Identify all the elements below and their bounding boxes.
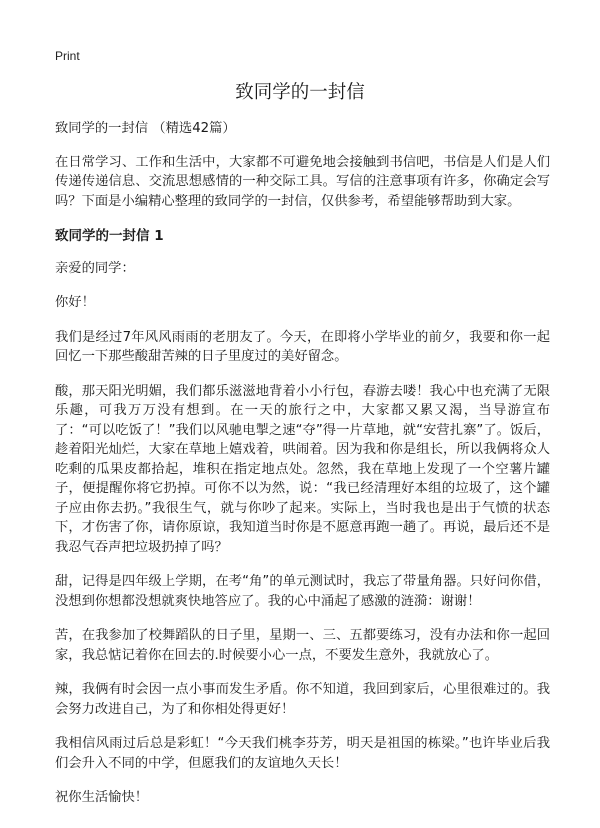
intro-paragraph: 在日常学习、工作和生活中，大家都不可避免地会接触到书信吧，书信是人们是人们传递传递信息、交流思想感情的一种交际工具。写信的注意事项有许多，你确定会写吗？下面是小编精心整理的致同学的一封信，仅供参考，希望能够帮助到大家。 [55, 154, 550, 209]
section-heading: 致同学的一封信 1 [55, 228, 164, 244]
closing-wish: 祝你生活愉快！ [55, 790, 149, 805]
body-paragraph: 苦，在我参加了校舞蹈队的日子里，星期一、三、五都要练习，没有办法和你一起回家，我总惦记着你在回去的.时候要小心一点，不要发生意外，我就放心了。 [55, 628, 550, 663]
print-link[interactable]: Print [55, 49, 80, 63]
article-body [55, 119, 550, 823]
body-paragraph: 我们是经过7年风风雨雨的老朋友了。今天，在即将小学毕业的前夕，我要和你一起回忆一下那些酸甜苦辣的日子里度过的美好留念。 [55, 329, 550, 364]
body-paragraph: 我相信风雨过后总是彩虹！“今天我们桃李芬芳，明天是祖国的栋梁。”也许毕业后我们会升入不同的中学，但愿我们的友谊地久天长！ [55, 736, 550, 771]
salutation: 亲爱的同学： [55, 260, 135, 276]
body-paragraph: 甜，记得是四年级上学期，在考“角”的单元测试时，我忘了带量角器。只好问你借，没想到你想都没想就爽快地答应了。我的心中涌起了感激的涟漪：谢谢！ [55, 574, 550, 609]
body-paragraph: 酸，那天阳光明媚，我们都乐滋滋地背着小小行包，春游去喽！我心中也充满了无限乐趣，可我万万没有想到。在一天的旅行之中，大家都又累又渴，当导游宣布了：“可以吃饭了！”我们以风驰电掣之速“夺”得一片草地，就“安营扎寨”了。饭后，趁着阳光灿烂，大家在草地上嬉戏着，哄闹着。因为我和你是组长，所以我俩将众人吃剩的瓜果皮都拾起，堆积在指定地点处。忽然，我在草地上发现了一个空薯片罐子，便提醒你将它扔掉。可你不以为然，说：“我已经清理好本组的垃圾了，这个罐子应由你去扔。”我很生气，就与你吵了起来。实际上，当时我也是出于气愤的状态下，才伤害了你，请你原谅，我知道当时你是不愿意再跑一趟了。再说，最后还不是我忍气吞声把垃圾扔掉了吗？ [55, 383, 550, 555]
greeting: 你好！ [55, 295, 95, 310]
body-paragraph: 辣，我俩有时会因一点小事而发生矛盾。你不知道，我回到家后，心里很难过的。我会努力改进自己，为了和你相处得更好！ [55, 682, 550, 717]
page-title: 致同学的一封信 [235, 82, 365, 103]
article-subtitle: 致同学的一封信 （精选42篇） [55, 121, 236, 136]
